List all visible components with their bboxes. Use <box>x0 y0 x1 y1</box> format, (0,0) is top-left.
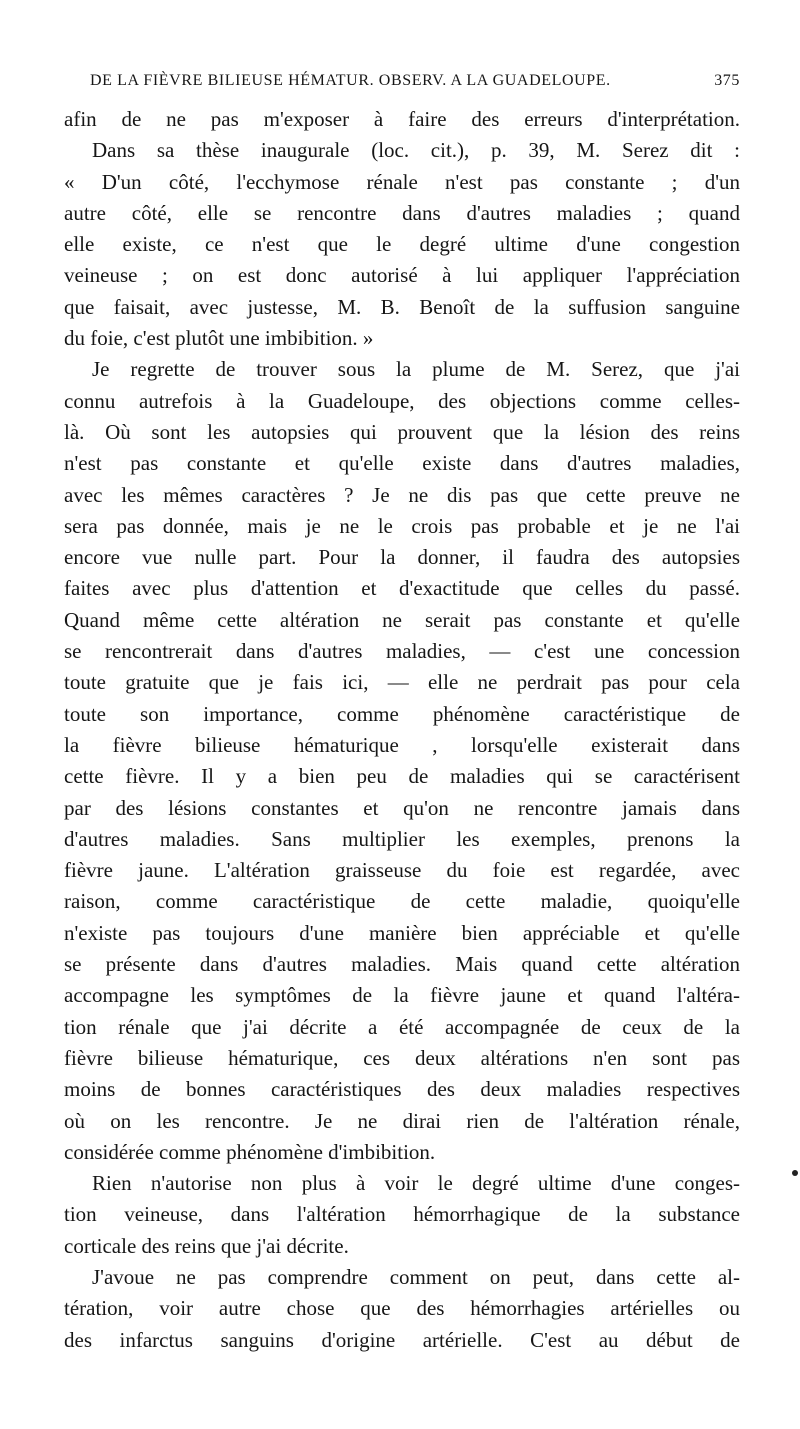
text-line: autre côté, elle se rencontre dans d'autres maladies ; quand <box>64 200 740 225</box>
text-line: la fièvre bilieuse hématurique , lorsqu'elle existerait dans <box>64 732 740 757</box>
text-line: n'existe pas toujours d'une manière bien appréciable et qu'elle <box>64 920 740 945</box>
text-line: se présente dans d'autres maladies. Mais quand cette altération <box>64 952 740 977</box>
text-line: raison, comme caractéristique de cette maladie, quoiqu'elle <box>64 889 740 914</box>
text-line: se rencontrerait dans d'autres maladies, — c'est une concession <box>64 639 740 664</box>
text-line: tération, voir autre chose que des hémorrhagies artérielles ou <box>64 1296 740 1321</box>
text-line: toute gratuite que je fais ici, — elle ne perdrait pas pour cela <box>64 670 740 695</box>
text-line: « D'un côté, l'ecchymose rénale n'est pas constante ; d'un <box>64 169 740 194</box>
text-line: J'avoue ne pas comprendre comment on peut, dans cette al- <box>92 1264 740 1289</box>
text-line: où on les rencontre. Je ne dirai rien de l'altération rénale, <box>64 1108 740 1133</box>
text-line: accompagne les symptômes de la fièvre jaune et quand l'altéra- <box>64 983 740 1008</box>
text-line: toute son importance, comme phénomène caractéristique de <box>64 701 740 726</box>
text-line: sera pas donnée, mais je ne le crois pas probable et je ne l'ai <box>64 513 740 538</box>
text-line: n'est pas constante et qu'elle existe dans d'autres maladies, <box>64 451 740 476</box>
page-number: 375 <box>714 72 740 89</box>
text-line: elle existe, ce n'est que le degré ultime d'une congestion <box>64 232 740 257</box>
text-line: Je regrette de trouver sous la plume de M. Serez, que j'ai <box>92 357 740 382</box>
body-text <box>64 104 740 1356</box>
text-line: faites avec plus d'attention et d'exactitude que celles du passé. <box>64 576 740 601</box>
text-line: Quand même cette altération ne serait pas constante et qu'elle <box>64 607 740 632</box>
margin-dot <box>792 1170 798 1176</box>
text-line: fièvre jaune. L'altération graisseuse du foie est regardée, avec <box>64 858 740 883</box>
text-line: par des lésions constantes et qu'on ne rencontre jamais dans <box>64 795 740 820</box>
text-line: que faisait, avec justesse, M. B. Benoît de la suffusion sanguine <box>64 294 740 319</box>
text-line: Rien n'autorise non plus à voir le degré ultime d'une conges- <box>92 1171 740 1196</box>
running-header <box>90 72 740 90</box>
text-line: tion veineuse, dans l'altération hémorrhagique de la substance <box>64 1202 740 1227</box>
text-line: là. Où sont les autopsies qui prouvent que la lésion des reins <box>64 419 740 444</box>
text-line: veineuse ; on est donc autorisé à lui appliquer l'appréciation <box>64 263 740 288</box>
text-line: fièvre bilieuse hématurique, ces deux altérations n'en sont pas <box>64 1045 740 1070</box>
text-line: des infarctus sanguins d'origine artérielle. C'est au début de <box>64 1327 740 1352</box>
text-line: connu autrefois à la Guadeloupe, des objections comme celles- <box>64 388 740 413</box>
text-line: moins de bonnes caractéristiques des deux maladies respectives <box>64 1077 740 1102</box>
text-line: encore vue nulle part. Pour la donner, il faudra des autopsies <box>64 545 740 570</box>
running-title: DE LA FIÈVRE BILIEUSE HÉMATUR. OBSERV. A LA GUADELOUPE. <box>90 72 611 89</box>
text-line: afin de ne pas m'exposer à faire des erreurs d'interprétation. <box>64 107 740 131</box>
text-line: avec les mêmes caractères ? Je ne dis pas que cette preuve ne <box>64 482 740 507</box>
text-line: tion rénale que j'ai décrite a été accompagnée de ceux de la <box>64 1014 740 1039</box>
text-line: Dans sa thèse inaugurale (loc. cit.), p. 39, M. Serez dit : <box>92 138 740 163</box>
text-line: considérée comme phénomène d'imbibition. <box>64 1139 436 1164</box>
text-line: corticale des reins que j'ai décrite. <box>64 1233 349 1258</box>
text-line: du foie, c'est plutôt une imbibition. » <box>64 326 374 351</box>
text-line: cette fièvre. Il y a bien peu de maladies qui se caractérisent <box>64 764 740 789</box>
text-line: d'autres maladies. Sans multiplier les exemples, prenons la <box>64 826 740 851</box>
